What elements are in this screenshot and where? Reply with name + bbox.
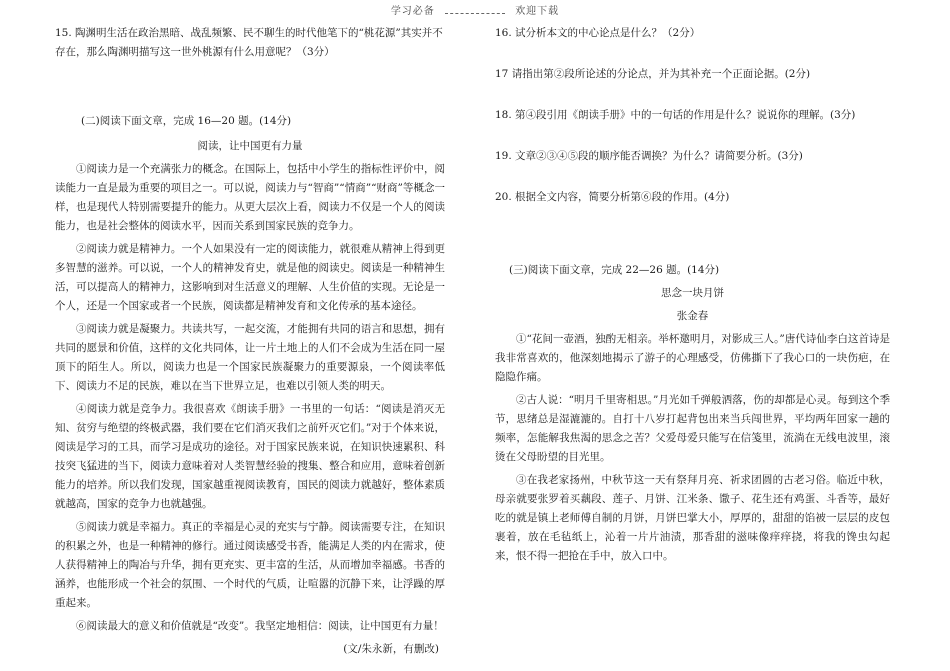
header-divider	[445, 5, 505, 14]
header-left-text: 学习必备	[390, 6, 435, 17]
article-1-paragraph: ⑥阅读最大的意义和价值就是“改变”。我坚定地相信：阅读，让中国更有力量！	[76, 620, 444, 632]
page-header	[0, 2, 950, 21]
question-18: 18. 第④段引用《朗读手册》中的一句话的作用是什么？说说你的理解。(3分)	[495, 109, 856, 121]
article-2-author: 张金春	[676, 310, 709, 322]
section-2-heading: (二)阅读下面文章，完成 16—20 题。(14分)	[81, 115, 292, 127]
right-column	[495, 24, 890, 566]
article-1-paragraph: ②阅读力就是精神力。一个人如果没有一定的阅读能力，就很难从精神上得到更多智慧的滋养。可以说，一个人的精神发育史，就是他的阅读史。阅读是一种精神生活，可以提高人的精神力，这影响到对生活意义的理解、人生价值的实现。无论是一个人，还是一个国家或者一个民族，阅读都是精神发育和文化传承的基本途径。	[55, 243, 445, 312]
section-3-heading: (三)阅读下面文章，完成 22—26 题。(14分)	[509, 264, 720, 276]
article-1-source: (文/朱永新，有删改)	[343, 643, 439, 655]
article-2-paragraph: ①“花间一壶酒，独酌无相亲。举杯邀明月，对影成三人。”唐代诗仙李白这首诗是我非常喜欢的，他深刻地揭示了游子的心理感受，仿佛撕下了我心口的一块伤疤，在隐隐作痛。	[495, 333, 890, 383]
article-1-paragraph: ①阅读力是一个充满张力的概念。在国际上，包括中小学生的指标性评价中，阅读能力一直是最为重要的项目之一。可以说，阅读力与“智商”“情商”“财商”等概念一样，也是现代人特别需要提升的能力。从更大层次上看，阅读力不仅是一个人的阅读能力，也是社会整体的阅读水平，因而关系到国家民族的竞争力。	[55, 163, 445, 232]
header-right-text: 欢迎下载	[515, 6, 560, 17]
article-1-paragraph: ④阅读力就是竞争力。我很喜欢《朗读手册》一书里的一句话：“阅读是消灭无知、贫穷与绝望的终极武器，我们要在它们消灭我们之前歼灭它们。”对于个体来说，阅读是学习的工具，而学习是成功的途径。对于国家民族来说，在知识快速累积、科技突飞猛进的当下，阅读力意味着对人类智慧经验的搜集、整合和应用，意味着创新能力的培养。所以我们发现，国家越重视阅读教育，国民的阅读力就越好，整体素质就越高，国家的竞争力也就越强。	[55, 403, 445, 510]
article-1-paragraph: ⑤阅读力就是幸福力。真正的幸福是心灵的充实与宁静。阅读需要专注，在知识的积累之外，也是一种精神的修行。通过阅读感受书香，能满足人类的内在需求，使人获得精神上的陶冶与升华，拥有更充实、更丰富的生活，从而增加幸福感。书香的涵养，也能形成一个社会的氛围、一个时代的气质，让喧嚣的沉静下来，让浮躁的厚重起来。	[55, 521, 445, 609]
question-19: 19. 文章②③④⑤段的顺序能否调换？为什么？请简要分析。(3分)	[495, 150, 803, 162]
left-column	[55, 24, 445, 659]
article-1-title: 阅读，让中国更有力量	[197, 140, 303, 152]
article-2-paragraph: ②古人说：“明月千里寄相思。”月光如千弹般洒落，伤的却都是心灵。每到这个季节，思绪总是湿漉漉的。自打十八岁打起背包出来当兵闯世界，平均两年回家一趟的频率，怎能解我焦渴的思念之苦？父爱母爱只能写在信笺里，流淌在无线电波里，滚烫在父母盼望的目光里。	[495, 394, 890, 463]
article-2-title: 思念一块月饼	[661, 287, 724, 299]
question-17: 17 请指出第②段所论述的分论点，并为其补充一个正面论据。(2分)	[495, 68, 811, 80]
article-1-paragraph: ③阅读力就是凝聚力。共读共写，一起交流，才能拥有共同的语言和思想，拥有共同的愿景和价值，这样的文化共同体，让一片土地上的人们不会成为生活在同一屋顶下的陌生人。所以，阅读力也是一个国家民族凝聚力的重要源泉，一个阅读率低下、阅读力不足的民族，难以在当下世界立足，也难以引领人类的明天。	[55, 323, 445, 392]
question-20: 20. 根据全文内容，简要分析第⑥段的作用。(4分)	[495, 191, 730, 203]
question-15: 15. 陶渊明生活在政治黑暗、战乱频繁、民不聊生的时代他笔下的“桃花源”其实并不存在，那么陶渊明描写这一世外桃源有什么用意呢？（3分）	[55, 27, 443, 58]
article-2-paragraph: ③在我老家扬州，中秋节这一天有祭拜月亮、祈求团圆的古老习俗。临近中秋，母亲就要张罗着买藕段、莲子、月饼、江米条、馓子、花生还有鸡蛋、斗香等，最好吃的就是镇上老师傅自制的月饼，月饼巴掌大小，厚厚的，甜甜的馅被一层层的皮包裹着，放在毛毡纸上，沁着一片片油渍，那香甜的滋味像痒痒挠，将我的馋虫勾起来，恨不得一把抢在手中，放入口中。	[495, 474, 890, 562]
question-16: 16. 试分析本文的中心论点是什么？（2分）	[495, 27, 701, 39]
